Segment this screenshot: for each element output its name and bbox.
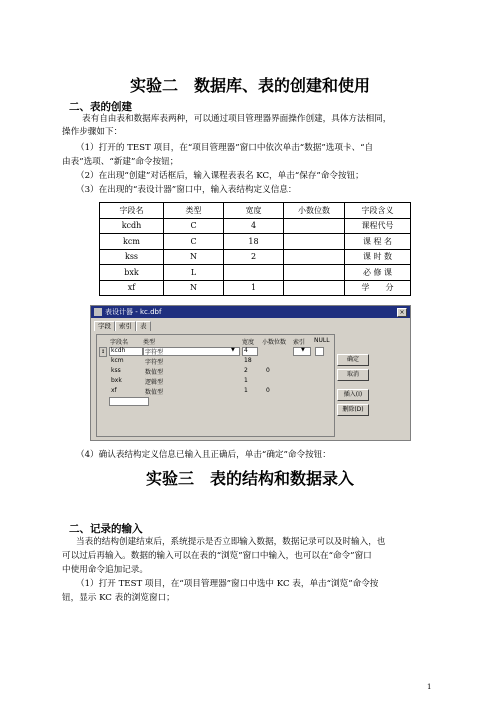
chevron-down-icon[interactable]: ▼ bbox=[301, 347, 305, 353]
col-header-name: 字段名 bbox=[110, 339, 129, 346]
table-cell bbox=[284, 265, 345, 281]
table-cell bbox=[284, 249, 345, 265]
grid-cell: 1 bbox=[244, 387, 248, 394]
grid-cell: 4 bbox=[244, 347, 248, 354]
grid-cell: 1 bbox=[244, 377, 248, 384]
table-cell: xf bbox=[100, 280, 164, 296]
grid-cell: 数值型 bbox=[145, 369, 164, 376]
grid-cell: 18 bbox=[244, 357, 252, 364]
step-3: （3）在出现的“表设计器”窗口中，输入表结构定义信息： bbox=[76, 185, 297, 195]
paragraph-line: 可以过后再输入。数据的输入可以在表的“浏览”窗口中输入，也可以在“命令”窗口 bbox=[62, 551, 372, 561]
paragraph-line: （1）打开 TEST 项目，在“项目管理器”窗口中选中 KC 表，单击“浏览”命令按 bbox=[76, 579, 379, 589]
table-header: 类型 bbox=[164, 203, 224, 219]
step-2: （2）在出现“创建”对话框后，输入课程表表名 KC，单击“保存”命令按钮； bbox=[76, 171, 364, 181]
table-cell: C bbox=[164, 234, 224, 250]
insert-button[interactable]: 插入(I) bbox=[337, 389, 369, 401]
title-experiment-3: 实验三 表的结构和数据录入 bbox=[145, 469, 354, 488]
grid-cell: bxk bbox=[111, 377, 122, 384]
tab-table[interactable]: 表 bbox=[136, 321, 151, 331]
field-definition-table bbox=[99, 202, 411, 296]
table-cell bbox=[284, 234, 345, 250]
col-header-index: 索引 bbox=[293, 339, 306, 346]
paragraph-line: 钮，显示 KC 表的浏览窗口； bbox=[62, 593, 175, 603]
null-checkbox[interactable] bbox=[315, 347, 324, 356]
table-cell: C bbox=[164, 218, 224, 234]
section-table-creation: 二、表的创建 bbox=[69, 101, 132, 113]
table-cell: 必 修 课 bbox=[345, 265, 411, 281]
dialog-titlebar bbox=[91, 306, 410, 318]
grid-cell: 0 bbox=[266, 367, 270, 374]
paragraph-line: 操作步骤如下： bbox=[62, 127, 123, 137]
grid-cell: 2 bbox=[244, 367, 248, 374]
grid-cell: 0 bbox=[266, 387, 270, 394]
page-number: 1 bbox=[427, 683, 432, 691]
tab-index[interactable]: 索引 bbox=[115, 321, 136, 331]
table-cell: kcm bbox=[100, 234, 164, 250]
table-designer-dialog bbox=[90, 305, 411, 441]
field-grid bbox=[96, 334, 335, 437]
table-cell: N bbox=[164, 249, 224, 265]
table-cell bbox=[224, 265, 284, 281]
table-header: 宽度 bbox=[224, 203, 284, 219]
col-header-width: 宽度 bbox=[242, 339, 255, 346]
grid-cell: xf bbox=[111, 387, 117, 394]
grid-cell: kss bbox=[111, 367, 121, 374]
app-icon bbox=[94, 308, 102, 316]
new-field-input[interactable] bbox=[109, 397, 149, 406]
col-header-decimals: 小数位数 bbox=[262, 339, 287, 346]
cancel-button[interactable]: 取消 bbox=[337, 369, 369, 381]
title-experiment-2: 实验二 数据库、表的创建和使用 bbox=[129, 76, 370, 95]
grid-cell: 逻辑型 bbox=[145, 379, 164, 386]
step-4: （4）确认表结构定义信息已输入且正确后，单击“确定”命令按钮： bbox=[76, 450, 331, 460]
grid-cell: kcm bbox=[111, 357, 124, 364]
col-header-null: NULL bbox=[314, 337, 330, 344]
table-cell: kss bbox=[100, 249, 164, 265]
table-cell: 18 bbox=[224, 234, 284, 250]
table-cell bbox=[284, 280, 345, 296]
tab-fields[interactable]: 字段 bbox=[94, 321, 115, 331]
close-icon[interactable]: × bbox=[397, 308, 407, 317]
col-header-type: 类型 bbox=[143, 339, 156, 346]
chevron-down-icon[interactable]: ▼ bbox=[231, 347, 235, 353]
table-cell: bxk bbox=[100, 265, 164, 281]
step-1-line: （1）打开的 TEST 项目，在“项目管理器”窗口中依次单击“数据”选项卡、“自 bbox=[76, 143, 374, 153]
ok-button[interactable]: 确定 bbox=[337, 354, 369, 366]
table-cell: 课 程 名 bbox=[345, 234, 411, 250]
table-header: 字段含义 bbox=[345, 203, 411, 219]
grid-cell: kcdh bbox=[111, 347, 126, 354]
dialog-tabs bbox=[94, 321, 151, 331]
grid-cell: 字符型 bbox=[145, 359, 164, 366]
table-cell: 课程代号 bbox=[345, 218, 411, 234]
paragraph-line: 中使用命令追加记录。 bbox=[62, 565, 148, 575]
table-cell: 课 时 数 bbox=[345, 249, 411, 265]
table-header: 小数位数 bbox=[284, 203, 345, 219]
grid-cell: 字符型 bbox=[145, 349, 164, 356]
table-cell: 学 分 bbox=[345, 280, 411, 296]
table-cell: 2 bbox=[224, 249, 284, 265]
paragraph-line: 当表的结构创建结束后，系统提示是否立即输入数据，数据记录可以及时输入，也 bbox=[76, 537, 386, 547]
table-cell: L bbox=[164, 265, 224, 281]
table-cell bbox=[284, 218, 345, 234]
grid-cell: 数值型 bbox=[145, 389, 164, 396]
step-1-line: 由表”选项、“新建”命令按钮； bbox=[62, 157, 179, 167]
row-selector-icon[interactable]: ↕ bbox=[100, 349, 106, 355]
paragraph-line: 表有自由表和数据库表两种，可以通过项目管理器界面操作创建，具体方法相同， bbox=[82, 114, 392, 124]
section-record-input: 二、记录的输入 bbox=[69, 523, 143, 535]
delete-button[interactable]: 删除(D) bbox=[337, 404, 369, 416]
table-cell: 1 bbox=[224, 280, 284, 296]
table-cell: N bbox=[164, 280, 224, 296]
table-cell: 4 bbox=[224, 218, 284, 234]
table-cell: kcdh bbox=[100, 218, 164, 234]
dialog-title: 表设计器 - kc.dbf bbox=[105, 308, 162, 316]
table-header: 字段名 bbox=[100, 203, 164, 219]
